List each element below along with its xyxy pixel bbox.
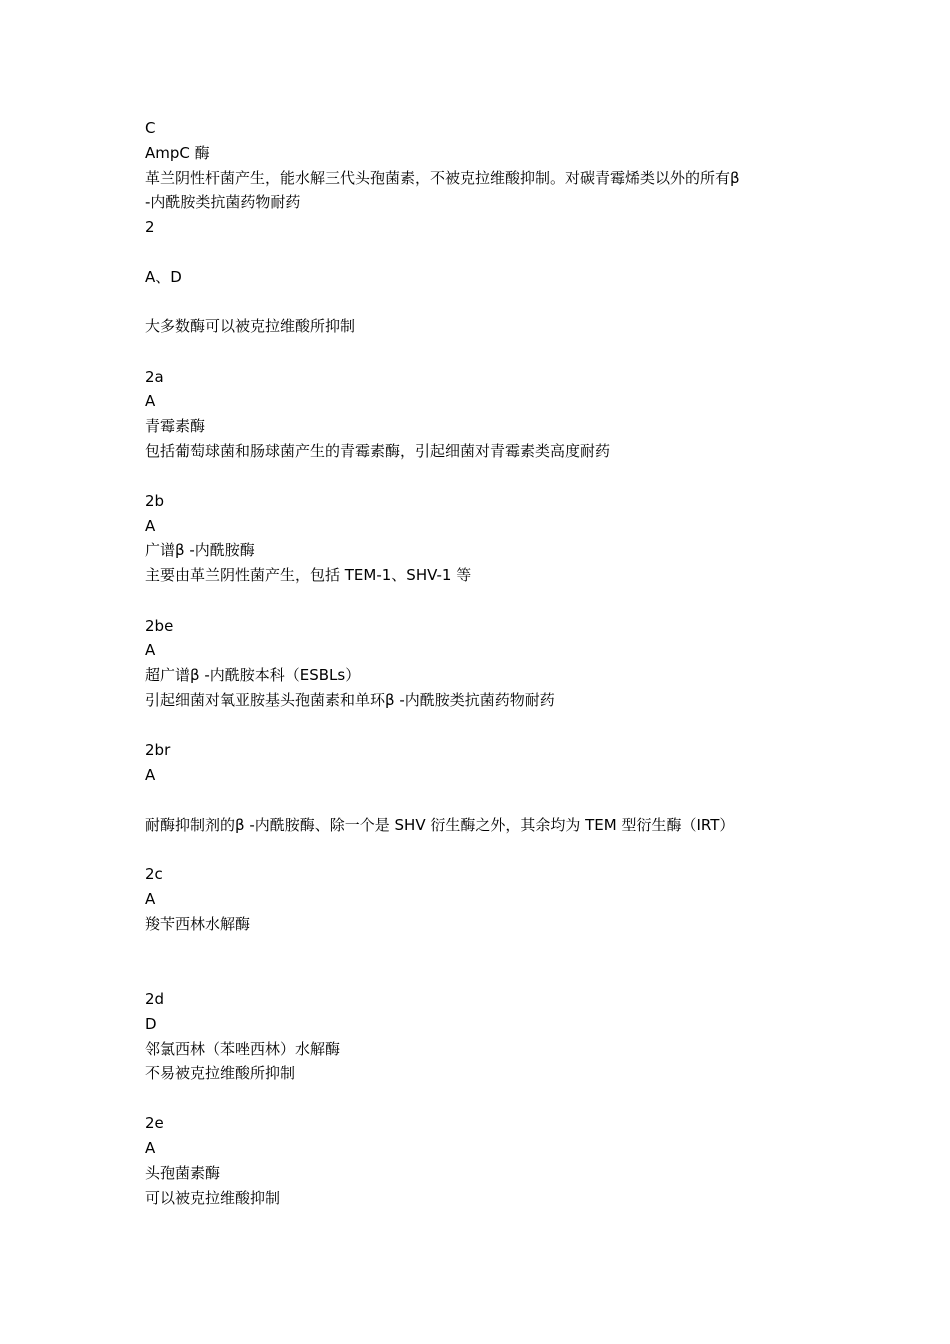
text-line: C xyxy=(145,119,156,137)
text-line: 2br xyxy=(145,741,171,759)
text-line: A xyxy=(145,1139,156,1157)
text-line: 2a xyxy=(145,368,164,386)
text-line: 邻氯西林（苯唑西林）水解酶 xyxy=(145,1040,341,1058)
text-line: -内酰胺类抗菌药物耐药 xyxy=(145,193,301,211)
text-line: 2e xyxy=(145,1114,164,1132)
text-line: 超广谱β -内酰胺本科（ESBLs） xyxy=(145,666,361,684)
text-line: 耐酶抑制剂的β -内酰胺酶、除一个是 SHV 衍生酶之外，其余均为 TEM 型衍生酶（IRT） xyxy=(145,816,735,834)
text-line: 2d xyxy=(145,990,165,1008)
text-line: 羧苄西林水解酶 xyxy=(145,915,251,933)
text-line: 包括葡萄球菌和肠球菌产生的青霉素酶，引起细菌对青霉素类高度耐药 xyxy=(145,442,611,460)
text-line: A xyxy=(145,890,156,908)
text-line: 主要由革兰阴性菌产生，包括 TEM-1、SHV-1 等 xyxy=(145,566,472,584)
text-line: 革兰阴性杆菌产生，能水解三代头孢菌素，不被克拉维酸抑制。对碳青霉烯类以外的所有β xyxy=(145,169,740,187)
text-line: 大多数酶可以被克拉维酸所抑制 xyxy=(145,317,356,335)
text-line: 2b xyxy=(145,492,165,510)
text-line: 引起细菌对氧亚胺基头孢菌素和单环β -内酰胺类抗菌药物耐药 xyxy=(145,691,555,709)
text-line: 2 xyxy=(145,218,155,236)
text-line: D xyxy=(145,1015,157,1033)
text-line: A xyxy=(145,392,156,410)
text-line: A、D xyxy=(145,268,182,286)
text-line: 2c xyxy=(145,865,163,883)
text-line: A xyxy=(145,517,156,535)
text-line: 可以被克拉维酸抑制 xyxy=(145,1189,281,1207)
text-line: 2be xyxy=(145,617,174,635)
text-line: 广谱β -内酰胺酶 xyxy=(145,541,255,559)
text-line: 头孢菌素酶 xyxy=(145,1164,221,1182)
text-line: AmpC 酶 xyxy=(145,144,210,162)
text-line: 不易被克拉维酸所抑制 xyxy=(145,1064,296,1082)
text-line: 青霉素酶 xyxy=(145,417,206,435)
text-line: A xyxy=(145,766,156,784)
text-line: A xyxy=(145,641,156,659)
